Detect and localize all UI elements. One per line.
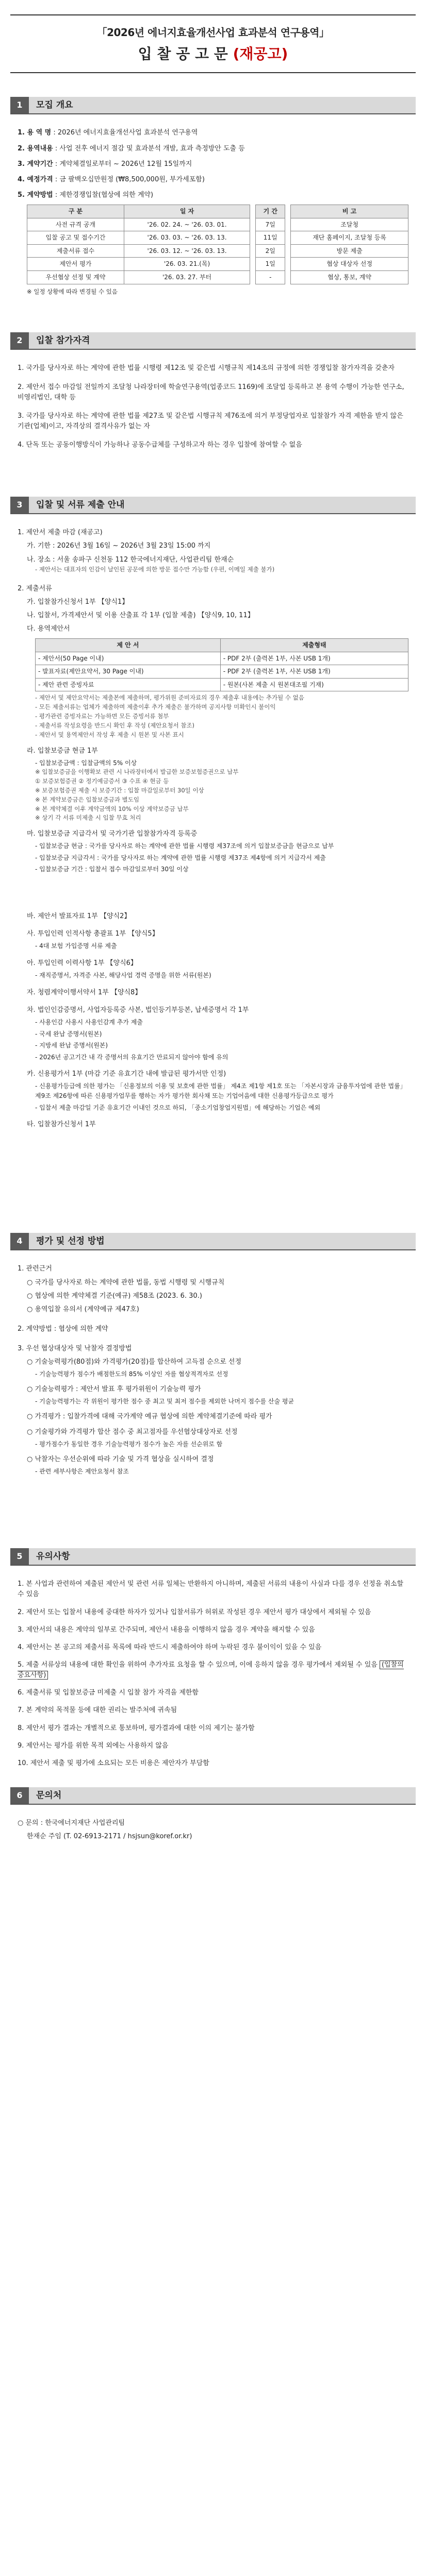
doc-subitem: - 입찰보증금 지급각서 : 국가를 당사자로 하는 계약에 관한 법률 시행령 제37조 제4항에 의거 지급각서 제출: [35, 854, 326, 861]
notice-item: 9. 제안서는 평가를 위한 목적 외에는 사용하지 않음: [18, 1741, 169, 1750]
doc-subitem: - 4대 보험 가입증명 서류 제출: [35, 942, 117, 950]
evaluation-basis-heading: 1. 관련근거: [18, 1265, 52, 1273]
table-row: 제안서 평가 '26. 03. 21.(목) 1일 협상 대상자 선정: [27, 258, 408, 271]
submission-note: - 제안서는 대표자의 인감이 날인된 공문에 의한 방문 접수만 가능함 (우편, 이메일 제출 불가): [35, 565, 275, 573]
table-row: - 발표자료(제안요약서, 30 Page 이내) - PDF 2부 (출력본 1부, 사본 USB 1개): [36, 665, 408, 679]
section-title: 입찰 및 서류 제출 안내: [36, 500, 125, 511]
table-row: 제출서류 접수 '26. 03. 12. ~ '26. 03. 13. 2일 방문 제출: [27, 244, 408, 258]
doc-note: ※ 보증보험증권 제출 시 보증기간 : 입찰 마감일로부터 30일 이상: [35, 786, 204, 794]
evaluation-basis-item: ○ 협상에 의한 계약체결 기준(예규) 제58조 (2023. 6. 30.): [27, 1292, 202, 1300]
section-notices: [10, 1548, 416, 1769]
doc-subitem: - 지방세 완납 증명서(원본): [35, 1042, 108, 1049]
overview-item: 2. 용역내용 : 사업 전후 에너지 절감 및 효과분석 개발, 효과 측정방안 도출 등: [18, 144, 245, 152]
section-number: 6: [10, 1787, 29, 1804]
section-header: [10, 1548, 416, 1566]
doc-item: 사. 투입인력 인적사항 총괄표 1부 【양식5】: [27, 930, 159, 938]
selection-subitem: - 기술능력평가는 각 위원이 평가한 점수 중 최고 및 최저 점수를 제외한 나머지 점수를 산술 평균: [35, 1398, 294, 1405]
section-evaluation: [10, 1233, 416, 1476]
document-title-line2: [15, 43, 411, 65]
doc-note: - 제출서류 작성요령을 반드시 확인 후 작성 (제안요청서 참조): [35, 721, 194, 729]
doc-item: 자. 청렴계약이행서약서 1부 【양식8】: [27, 988, 142, 996]
document-header: [10, 14, 416, 73]
doc-subitem: - 2026년 공고기간 내 각 증명서의 유효기간 만료되지 않아야 함에 유의: [35, 1053, 228, 1061]
overview-item: 5. 계약방법 : 제한경쟁입찰(협상에 의한 계약): [18, 191, 154, 199]
section-title: 평가 및 선정 방법: [36, 1236, 105, 1247]
evaluation-basis-item: ○ 국가를 당사자로 하는 계약에 관한 법률, 동법 시행령 및 시행규칙: [27, 1278, 225, 1286]
doc-note: - 제안서 및 용역제안서 작성 후 제출 시 원본 및 사본 표시: [35, 731, 184, 738]
section-submission: [10, 497, 416, 1130]
notice-item: 5. 제출 서류상의 내용에 대한 확인을 위하여 추가자료 요청을 할 수 있으며, 이에 응하지 않을 경우 평가에서 제외될 수 있음 (입찰의 중요사항): [18, 1661, 404, 1680]
doc-subitem: - 재직증명서, 자격증 사본, 해당사업 경력 증명을 위한 서류(원본): [35, 972, 211, 979]
notice-item: 3. 제안서의 내용은 계약의 일부로 간주되며, 제안서 내용을 이행하지 않을 경우 계약을 해지할 수 있음: [18, 1625, 315, 1634]
selection-item: ○ 가격평가 : 입찰가격에 대해 국가계약 예규 협상에 의한 계약체결기준에 따라 평가: [27, 1412, 272, 1420]
overview-item: 1. 용 역 명 : 2026년 에너지효율개선사업 효과분석 연구용역: [18, 129, 198, 137]
doc-note: - 제안서 및 제안요약서는 제출본에 제출하며, 평가위원 준비자료의 경우 제출후 내용에는 추가될 수 없음: [35, 694, 304, 702]
doc-note: ※ 본 계약체결 이후 계약금액의 10% 이상 계약보증금 납부: [35, 805, 189, 812]
notice-item: 7. 본 계약의 목적물 등에 대한 권리는 발주처에 귀속됨: [18, 1706, 177, 1715]
section-number: 5: [10, 1548, 29, 1565]
reannouncement-tag: (재공고): [233, 45, 288, 62]
submission-location: 나. 장소 : 서울 송파구 신천동 112 한국에너지재단, 사업관리팀 한재순: [27, 555, 234, 564]
section-number: 2: [10, 332, 29, 349]
eligibility-item: 1. 국가를 당사자로 하는 계약에 관한 법률 시행령 제12조 및 같은법 시행규칙 제14조의 규정에 의한 경쟁입찰 참가자격을 갖춘자: [18, 364, 395, 372]
doc-item: 차. 법인인감증명서, 사업자등록증 사본, 법인등기부등본, 납세증명서 각 1부: [27, 1006, 249, 1014]
doc-subitem: - 입찰보증금 기간 : 입찰서 접수 마감일로부터 30일 이상: [35, 866, 189, 873]
document-title-line1: 「2026년 에너지효율개선사업 효과분석 연구용역」: [96, 26, 330, 39]
eligibility-item: 4. 단독 또는 공동이행방식이 가능하나 공동수급체를 구성하고자 하는 경우 입찰에 참여할 수 없음: [18, 441, 302, 449]
doc-item: 카. 신용평가서 1부 (마감 기준 유효기간 내에 발급된 평가서만 인정): [27, 1070, 226, 1078]
section-number: 3: [10, 497, 29, 513]
section-title: 문의처: [36, 1790, 62, 1801]
doc-note: ① 보증보험증권 ② 정기예금증서 ③ 수표 ④ 현금 등: [35, 777, 169, 785]
selection-item: ○ 기술능력평가 : 제안서 발표 후 평가위원이 기술능력 평가: [27, 1385, 201, 1393]
evaluation-basis-item: ○ 용역입찰 유의서 (계약예규 제47호): [27, 1305, 139, 1313]
section-header: [10, 1787, 416, 1805]
doc-item: 아. 투입인력 이력사항 1부 【양식6】: [27, 959, 137, 967]
notice-item: 8. 제안서 평가 결과는 개별적으로 통보하며, 평가결과에 대한 이의 제기는 불가함: [18, 1724, 255, 1732]
notice-item: 6. 제출서류 및 입찰보증금 미제출 시 입찰 참가 자격을 제한함: [18, 1689, 199, 1697]
schedule-footnote: ※ 일정 상황에 따라 변경될 수 있음: [27, 287, 118, 295]
selection-subitem: - 관련 세부사항은 제안요청서 참조: [35, 1467, 129, 1475]
notice-item: 10. 제안서 제출 및 평가에 소요되는 모든 비용은 제안자가 부담함: [18, 1759, 209, 1767]
doc-item: 타. 입찰참가신청서 1부: [27, 1121, 96, 1129]
overview-item: 3. 계약기간 : 계약체결일로부터 ~ 2026년 12월 15일까지: [18, 160, 192, 168]
notice-boxed-term: (입찰의 중요사항): [18, 1661, 404, 1680]
documents-heading: 2. 제출서류: [18, 584, 52, 592]
doc-note: ※ 입찰보증금을 이행확보 관련 시 나라장터에서 발급한 보증보험증권으로 납부: [35, 768, 239, 776]
selection-subitem: - 기술능력평가 점수가 배점한도의 85% 이상인 자를 협상적격자로 선정: [35, 1370, 228, 1378]
selection-item: ○ 기술평가와 가격평가 합산 점수 중 최고점자를 우선협상대상자로 선정: [27, 1428, 238, 1436]
selection-item: ○ 낙찰자는 우선순위에 따라 기술 및 가격 협상을 실시하여 결정: [27, 1455, 214, 1463]
contact-person: 한재순 주임 (T. 02-6913-2171 / hsjsun@koref.or.kr): [27, 1833, 192, 1841]
notice-item: 2. 제안서 또는 입찰서 내용에 중대한 하자가 있거나 입찰서류가 허위로 작성된 경우 제안서 평가 대상에서 제외될 수 있음: [18, 1608, 371, 1616]
table-row: - 제안서(50 Page 이내) - PDF 2부 (출력본 1부, 사본 USB 1개): [36, 652, 408, 665]
doc-subitem: - 입찰보증금 현금 : 국가를 당사자로 하는 계약에 관한 법률 시행령 제37조에 의거 입찰보증금을 현금으로 납부: [35, 842, 334, 850]
doc-subitem: - 입찰보증금액 : 입찰금액의 5% 이상: [35, 759, 137, 767]
schedule-table: 구 분 일 자 기 간 비 고 사전 규격 공개 '26. 02. 24. ~ '26. 03. 01. 7일 조달청 입찰 공고 및 접수기간 '26. 03. 03. ~ '26. 03. 13. 11일 재단 홈페이지, 조달청 등록 제출서류 접수 '26. 03. 12. ~ '26. 03. 13. 2일 방문 제출 제안서 평가 '26. 03. 21.(목) 1일 협상 대상자 선정 우선협상 선정 및 계약 '26. 03. 27. 부터 - 협상, 통보, 계약: [27, 205, 408, 284]
doc-subitem: - 신용평가등급에 의한 평가는 「신용정보의 이용 및 보호에 관한 법률」 제4조 제1항 제1호 또는 「자본시장과 금융투자업에 관한 법률」 제9조 제26항에 따른 신용평가업무를 행하는 자가 평가한 회사채 또는 기업어음에 대한 신용평가등급으로 평가: [35, 1082, 406, 1100]
doc-subitem: - 국세 완납 증명서(원본): [35, 1030, 102, 1038]
section-header: [10, 497, 416, 514]
table-row: 사전 규격 공개 '26. 02. 24. ~ '26. 03. 01. 7일 조달청: [27, 218, 408, 231]
section-title: 유의사항: [36, 1551, 70, 1562]
eligibility-item: 3. 국가를 당사자로 하는 계약에 관한 법률 제27조 및 같은법 시행규칙 제76조에 의거 부정당업자로 입찰참가 자격 제한을 받지 않은 기관(업체)이고, 자격상의 결격사유가 없는 자: [18, 412, 403, 431]
notice-item: 4. 제안서는 본 공고의 제출서류 목록에 따라 반드시 제출하여야 하며 누락된 경우 불이익이 있을 수 있음: [18, 1643, 322, 1651]
doc-item: 가. 입찰참가신청서 1부 【양식1】: [27, 598, 129, 606]
doc-note: - 평가관련 증빙자료는 가능하면 모든 증빙서류 첨부: [35, 713, 169, 720]
overview-item: 4. 예정가격 : 금 팔백오십만원정 (₩8,500,000원, 부가세포함): [18, 175, 205, 183]
section-header: [10, 332, 416, 350]
submission-deadline: 가. 기한 : 2026년 3월 16일 ~ 2026년 3월 23일 15:00 까지: [27, 542, 211, 550]
doc-note: - 모든 제출서류는 업체가 제출하며 제출이후 추가 제출은 불가하며 공지사항 미확인시 불이익: [35, 703, 276, 711]
contact-org: ○ 문의 : 한국에너지재단 사업관리팀: [18, 1819, 125, 1827]
doc-note: ※ 상기 각 서류 미제출 시 입찰 무효 처리: [35, 814, 141, 822]
section-title: 입찰 참가자격: [36, 335, 90, 346]
proposal-format-table: 제 안 서 제출형태 - 제안서(50 Page 이내) - PDF 2부 (출력본 1부, 사본 USB 1개) - 발표자료(제안요약서, 30 Page 이내) - PDF 2부 (출력본 1부, 사본 USB 1개) - 제안 관련 증빙자료 - 원본(사본 제출 시 원본대조필 기재): [35, 638, 408, 691]
section-header: [10, 97, 416, 114]
section-number: 4: [10, 1233, 29, 1249]
section-contact: [10, 1787, 416, 1842]
submission-deadline-heading: 1. 제안서 제출 마감 (재공고): [18, 529, 103, 537]
doc-note: ※ 본 계약보증금은 입찰보증금과 별도임: [35, 795, 139, 803]
doc-item: 바. 제안서 발표자료 1부 【양식2】: [27, 912, 131, 921]
section-eligibility: [10, 332, 416, 450]
doc-item: 라. 입찰보증금 현금 1부: [27, 747, 98, 755]
doc-subitem: - 사용인감 사용시 사용인감계 추가 제출: [35, 1018, 143, 1026]
notice-item: 1. 본 사업과 관련하여 제출된 제안서 및 관련 서류 일체는 반환하지 아니하며, 제출된 서류의 내용이 사실과 다를 경우 선정을 취소할 수 있음: [18, 1580, 404, 1599]
section-title: 모집 개요: [36, 100, 73, 111]
doc-subitem: - 입찰서 제출 마감일 기준 유효기간 이내인 것으로 하되, 「중소기업창업지원법」에 해당하는 기업은 예외: [35, 1104, 321, 1111]
contract-method: 2. 계약방법 : 협상에 의한 계약: [18, 1325, 108, 1333]
section-header: [10, 1233, 416, 1250]
selection-item: ○ 기술능력평가(80점)와 가격평가(20점)를 합산하여 고득점 순으로 선정: [27, 1358, 242, 1366]
table-row: 우선협상 선정 및 계약 '26. 03. 27. 부터 - 협상, 통보, 계약: [27, 271, 408, 284]
selection-method-heading: 3. 우선 협상대상자 및 낙찰자 결정방법: [18, 1345, 132, 1353]
section-overview: [10, 97, 416, 296]
table-row: 입찰 공고 및 접수기간 '26. 03. 03. ~ '26. 03. 13. 11일 재단 홈페이지, 조달청 등록: [27, 231, 408, 245]
table-row: - 제안 관련 증빙자료 - 원본(사본 제출 시 원본대조필 기재): [36, 678, 408, 691]
selection-subitem: - 평가점수가 동일한 경우 기술능력평가 점수가 높은 자를 선순위로 함: [35, 1440, 223, 1448]
eligibility-item: 2. 제안서 접수 마감일 전일까지 조달청 나라장터에 학술연구용역(업종코드 1169)에 조달업 등록하고 본 용역 수행이 가능한 연구소, 비영리법인, 대학 등: [18, 383, 404, 401]
doc-item: 마. 입찰보증금 지급각서 및 국가기관 입찰참가자격 등록증: [27, 830, 198, 838]
doc-item: 다. 용역제안서: [27, 624, 70, 633]
document-title: 입 찰 공 고 문: [138, 45, 228, 62]
section-number: 1: [10, 97, 29, 113]
doc-item: 나. 입찰서, 가격제안서 및 이용 산출표 각 1부 (입찰 제출) 【양식9, 10, 11】: [27, 611, 254, 619]
